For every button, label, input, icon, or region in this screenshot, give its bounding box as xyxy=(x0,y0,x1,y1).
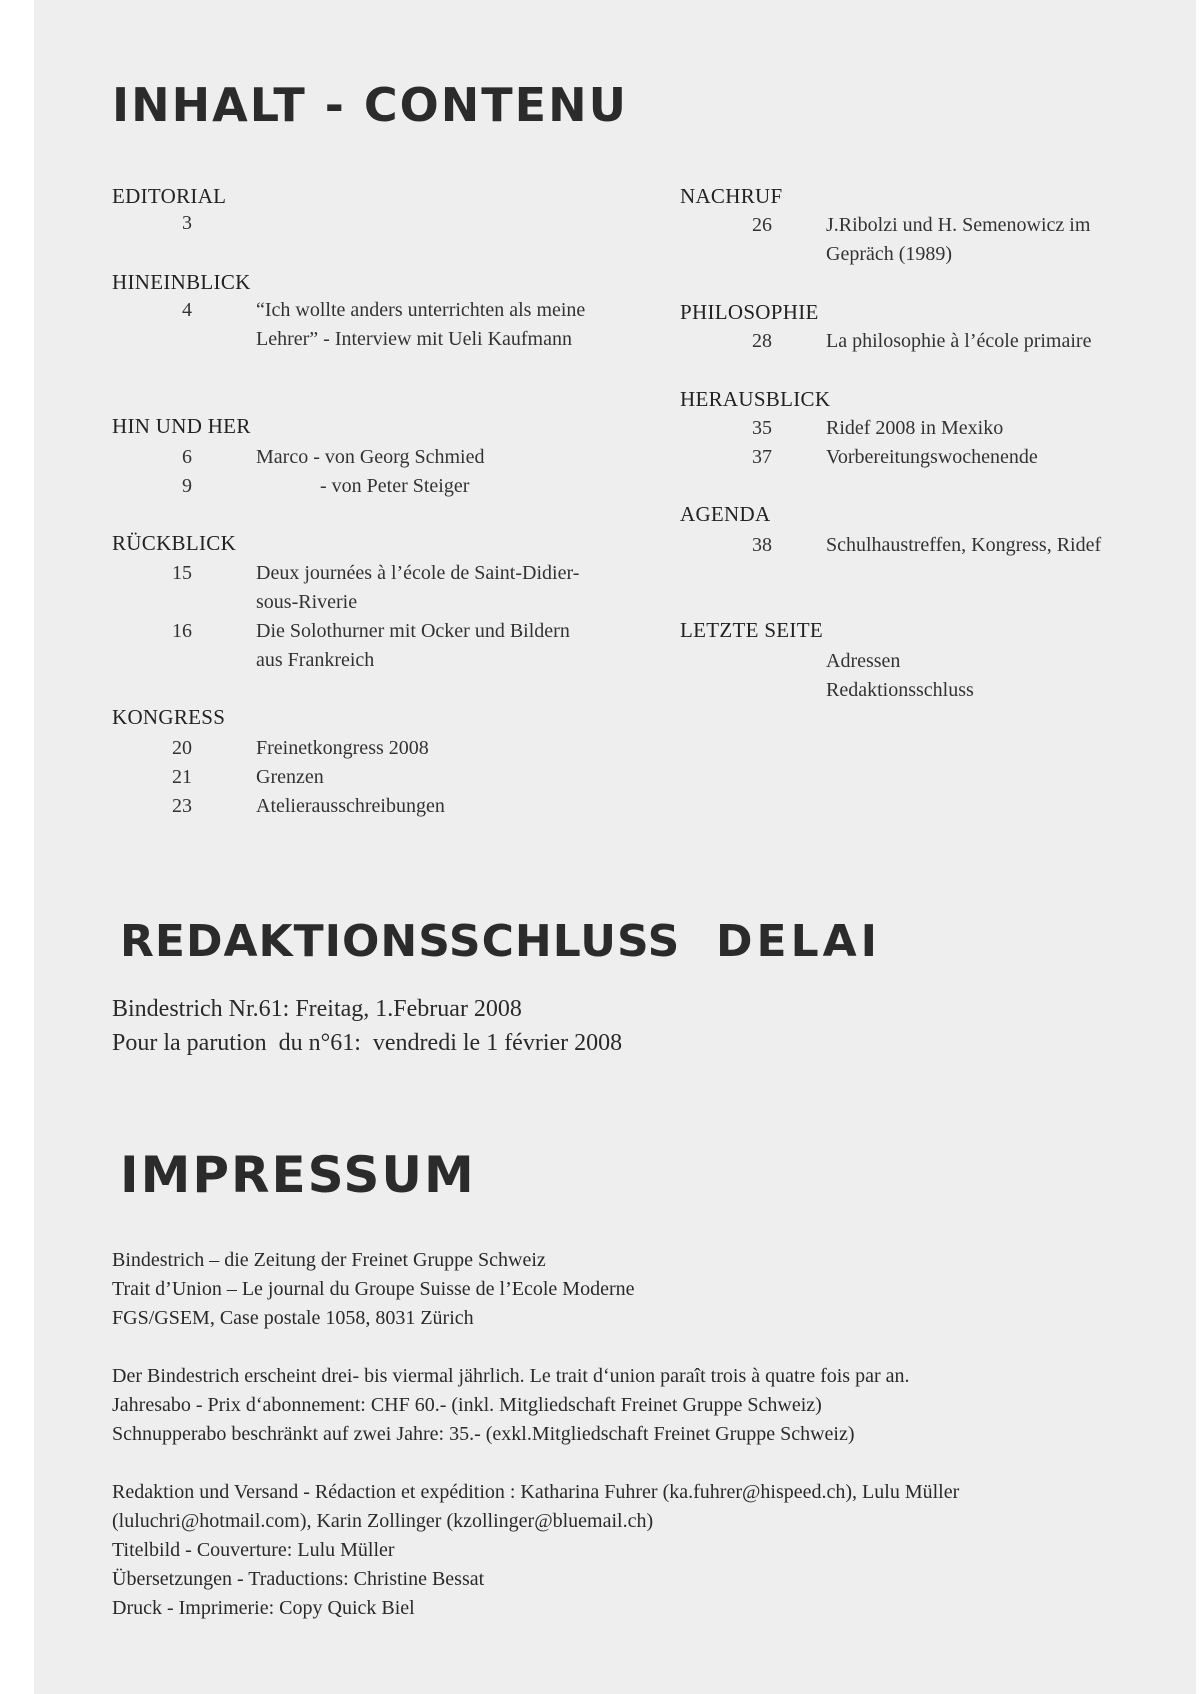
toc-entry: La philosophie à l’école primaire xyxy=(826,330,1092,352)
toc-entry: Redaktionsschluss xyxy=(826,679,974,701)
toc-section-herausblick: HERAUSBLICK xyxy=(680,387,831,411)
toc-section-nachruf: NACHRUF xyxy=(680,184,783,208)
toc-section-hin-und-her: HIN UND HER xyxy=(112,414,251,438)
toc-entry: Ridef 2008 in Mexiko xyxy=(826,417,1004,439)
toc-entry: Atelierausschreibungen xyxy=(256,795,445,817)
deadline-line-de: Bindestrich Nr.61: Freitag, 1.Februar 2008 xyxy=(112,996,522,1022)
impressum-line: Schnupperabo beschränkt auf zwei Jahre: 35.- (exkl.Mitgliedschaft Freinet Gruppe Schweiz) xyxy=(112,1423,855,1445)
deadline-line-fr: Pour la parution du n°61: vendredi le 1 février 2008 xyxy=(112,1030,623,1056)
impressum-line: Der Bindestrich erscheint drei- bis viermal jährlich. Le trait d‘union paraît trois à quatre fois par an. xyxy=(112,1365,910,1387)
impressum-heading: IMPRESSUM xyxy=(120,1146,476,1204)
toc-page-number: 3 xyxy=(182,212,192,234)
toc-page-number: 23 xyxy=(172,795,192,817)
toc-page-number: 26 xyxy=(752,214,772,236)
impressum-line: Bindestrich – die Zeitung der Freinet Gruppe Schweiz xyxy=(112,1249,546,1271)
toc-section-agenda: AGENDA xyxy=(680,502,771,526)
toc-page-number: 21 xyxy=(172,766,192,788)
toc-entry: Grenzen xyxy=(256,766,324,788)
toc-page-number: 15 xyxy=(172,562,192,584)
toc-section-kongress: KONGRESS xyxy=(112,705,226,729)
toc-entry: Freinetkongress 2008 xyxy=(256,737,429,759)
toc-page-number: 35 xyxy=(752,417,772,439)
impressum-line: Jahresabo - Prix d‘abonnement: CHF 60.- (inkl. Mitgliedschaft Freinet Gruppe Schweiz) xyxy=(112,1394,822,1416)
toc-entry: J.Ribolzi und H. Semenowicz im Gepräch (1989) xyxy=(826,214,1091,265)
impressum-line: Druck - Imprimerie: Copy Quick Biel xyxy=(112,1597,415,1619)
toc-entry: - von Peter Steiger xyxy=(320,475,470,497)
toc-entry: Vorbereitungswochenende xyxy=(826,446,1038,468)
toc-page-number: 4 xyxy=(182,299,192,321)
toc-entry: Marco - von Georg Schmied xyxy=(256,446,485,468)
delai-heading: DELAI xyxy=(716,916,882,967)
toc-page-number: 16 xyxy=(172,620,192,642)
impressum-line: Titelbild - Couverture: Lulu Müller xyxy=(112,1539,395,1561)
impressum-line: Redaktion und Versand - Rédaction et expédition : Katharina Fuhrer (ka.fuhrer@hispeed.ch), Lulu Müller xyxy=(112,1481,960,1503)
toc-section-rueckblick: RÜCKBLICK xyxy=(112,531,237,555)
toc-entry: Schulhaustreffen, Kongress, Ridef xyxy=(826,534,1102,556)
impressum-line: (luluchri@hotmail.com), Karin Zollinger (kzollinger@bluemail.ch) xyxy=(112,1510,654,1532)
toc-page-number: 37 xyxy=(752,446,772,468)
toc-entry: Deux journées à l’école de Saint-Didier-sous-Riverie xyxy=(256,562,580,613)
contents-heading: INHALT - CONTENU xyxy=(112,78,628,132)
toc-section-hineinblick: HINEINBLICK xyxy=(112,270,251,294)
toc-entry: Adressen xyxy=(826,650,901,672)
toc-section-letzte-seite: LETZTE SEITE xyxy=(680,618,823,642)
toc-page-number: 28 xyxy=(752,330,772,352)
toc-page-number: 9 xyxy=(182,475,192,497)
impressum-line: Trait d’Union – Le journal du Groupe Suisse de l’Ecole Moderne xyxy=(112,1278,635,1300)
toc-page-number: 6 xyxy=(182,446,192,468)
toc-entry: “Ich wollte anders unterrichten als meine Lehrer” - Interview mit Ueli Kaufmann xyxy=(256,299,586,350)
impressum-line: Übersetzungen - Traductions: Christine Bessat xyxy=(112,1568,485,1590)
toc-section-editorial: EDITORIAL xyxy=(112,184,227,208)
deadline-heading: REDAKTIONSSCHLUSS xyxy=(120,916,681,967)
toc-page-number: 38 xyxy=(752,534,772,556)
toc-page-number: 20 xyxy=(172,737,192,759)
toc-section-philosophie: PHILOSOPHIE xyxy=(680,300,819,324)
impressum-line: FGS/GSEM, Case postale 1058, 8031 Zürich xyxy=(112,1307,474,1329)
toc-entry: Die Solothurner mit Ocker und Bildern aus Frankreich xyxy=(256,620,570,671)
